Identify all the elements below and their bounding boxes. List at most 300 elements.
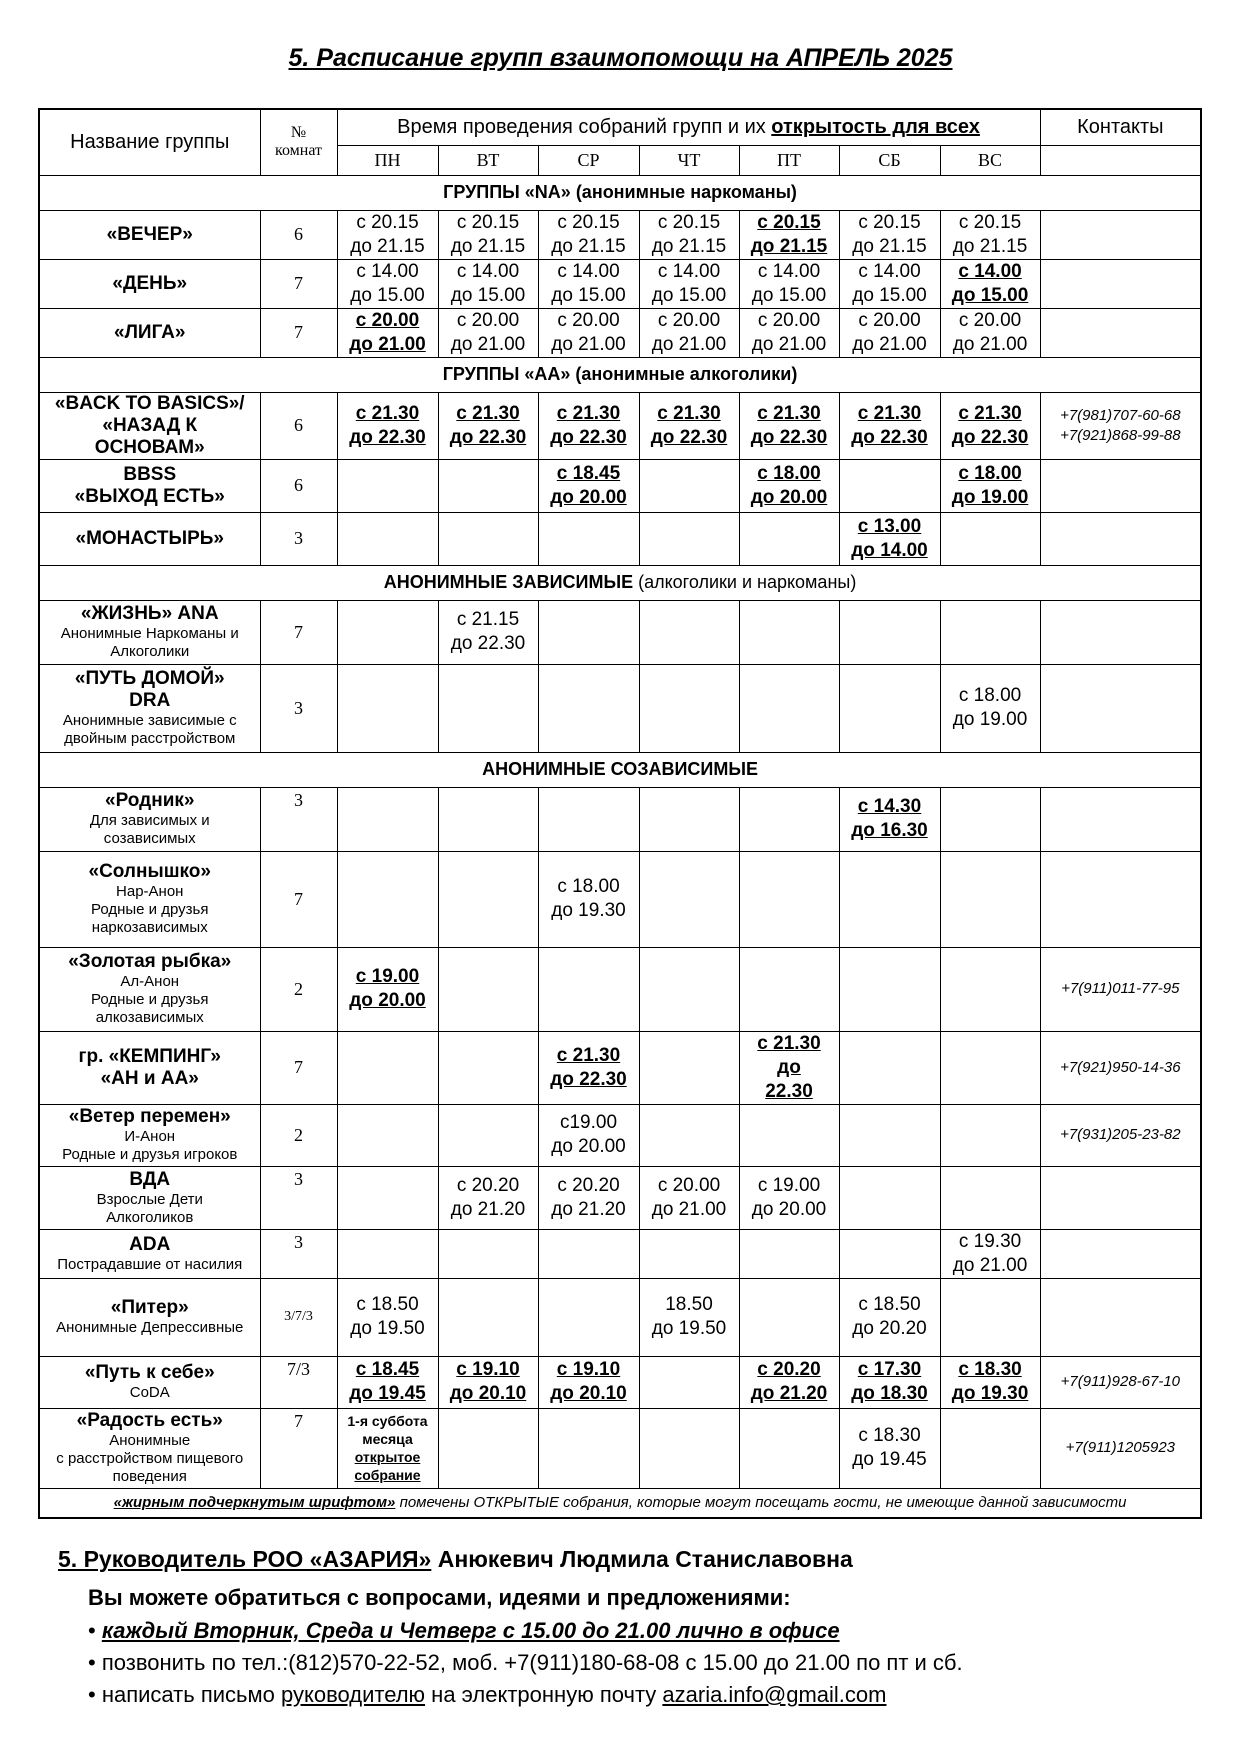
open-meeting-time [538,1356,639,1408]
group-description: Родные и друзья игроков [62,1146,238,1163]
time-cell [337,459,438,512]
group-description: Пострадавшие от насилия [57,1255,243,1273]
group-name-line: гр. «КЕМПИНГ» [78,1045,221,1067]
group-name [39,1356,260,1408]
meeting-time [538,1104,639,1166]
group-name [39,1166,260,1229]
time-line: до 21.15 [551,235,626,257]
time-cell [940,851,1040,947]
room-number: 7 [260,851,337,947]
time-line: до 15.00 [450,284,526,306]
time-cell [438,1408,538,1488]
time-line: до 21.15 [952,235,1028,257]
time-cell [639,512,739,565]
group-description: CoDA [129,1384,170,1401]
time-line: до 19.30 [551,900,626,921]
time-line: с 14.00 [356,260,419,282]
group-row [39,1408,1201,1488]
time-line: до 21.20 [551,1198,626,1220]
time-cell [538,1408,639,1488]
group-name-line: «МОНАСТЫРЬ» [75,527,224,549]
time-cell [639,1356,739,1408]
group-name-line: «BACK TO BASICS»/ [54,392,245,414]
group-row [39,259,1201,308]
group-name [39,851,260,947]
group-description: Нар-Анон [116,883,184,900]
time-cell [639,1031,739,1104]
group-description: Ал-Анон [120,973,180,990]
open-meeting-time [739,392,839,459]
contact-phone: +7(911)1205923 [1065,1439,1176,1456]
time-cell [337,1031,438,1104]
meeting-time [438,259,538,308]
time-cell [438,1104,538,1166]
time-line: с 19.10 [456,1359,520,1380]
time-cell [639,664,739,752]
time-line: с 20.00 [858,309,921,331]
time-line: с 18.50 [356,1294,419,1315]
group-description: Родные и друзья [91,901,209,918]
group-description: Для зависимых и [89,812,210,829]
time-cell [438,1278,538,1356]
time-line: с 19.00 [355,966,420,987]
time-cell [639,787,739,851]
time-cell [839,1104,940,1166]
time-line: до 19.00 [951,486,1029,508]
time-cell [538,664,639,752]
time-cell [940,512,1040,565]
group-name-line: «Ветер перемен» [68,1106,231,1127]
time-line: до 20.20 [852,1318,927,1339]
group-row [39,787,1201,851]
section-title: ГРУППЫ «АА» (анонимные алкоголики) [39,357,1201,392]
meeting-time [639,308,739,357]
group-name [39,259,260,308]
group-description: наркозависимых [91,919,208,936]
day-header: ВТ [438,145,538,175]
time-line: с 18.00 [958,685,1022,706]
group-row [39,459,1201,512]
time-cell [438,851,538,947]
meeting-time [538,851,639,947]
group-description: Анонимные Наркоманы и [60,625,239,642]
time-cell [739,947,839,1031]
room-number: 3 [260,512,337,565]
contact-way-phone: • позвонить по тел.:(812)570-22-52, моб. +7(911)180-68-08 с 15.00 до 21.00 по пт и сб. [88,1647,963,1679]
time-cell [438,459,538,512]
contact-cell [1040,392,1201,459]
room-number: 3 [260,787,337,851]
group-row [39,1104,1201,1166]
time-line: до [777,1056,801,1078]
meeting-time [538,308,639,357]
open-meeting-time [538,1031,639,1104]
meeting-time [438,308,538,357]
group-row [39,1229,1201,1278]
time-cell [839,459,940,512]
contact-phone: +7(911)928-67-10 [1060,1373,1181,1390]
room-number: 2 [260,947,337,1031]
time-line: с 20.00 [757,309,821,331]
group-name-line: «Золотая рыбка» [68,951,232,972]
time-line: до 19.45 [852,1449,927,1470]
open-meeting-time [538,459,639,512]
group-row [39,1278,1201,1356]
open-meeting-time [839,392,940,459]
contact-cell [1040,787,1201,851]
group-name-line: «ЛИГА» [114,321,186,343]
time-line: с 18.50 [858,1294,921,1315]
group-row [39,1031,1201,1104]
time-cell [639,459,739,512]
group-description: Алкоголиков [106,1208,194,1226]
meeting-time [940,210,1040,259]
room-number: 6 [260,459,337,512]
group-row [39,600,1201,664]
header-name: Название группы [39,109,260,175]
group-description: Родные и друзья [91,991,209,1008]
time-line: с 14.00 [456,260,520,282]
time-cell [839,851,940,947]
time-line: с 21.15 [456,609,520,630]
time-cell [538,1278,639,1356]
contact-cell [1040,459,1201,512]
time-line: до 21.15 [852,235,927,257]
open-meeting-time [940,459,1040,512]
time-line: с 14.00 [958,260,1022,282]
room-number: 3 [260,1166,337,1229]
open-meeting-time [739,1356,839,1408]
time-cell [639,600,739,664]
contact-ways [88,1615,963,1711]
group-description: с расстройством пищевого [56,1450,244,1467]
time-cell [839,1229,940,1278]
group-description: Алкоголики [110,643,190,660]
meeting-time [538,210,639,259]
group-description: поведения [112,1468,187,1485]
meeting-time [839,1278,940,1356]
time-cell [639,947,739,1031]
time-cell [839,1166,940,1229]
time-cell [438,664,538,752]
section-title: ГРУППЫ «NA» (анонимные наркоманы) [39,175,1201,210]
time-line: до 21.20 [750,1383,828,1404]
group-name [39,664,260,752]
footer-note: «жирным подчеркнутым шрифтом» помечены ОТКРЫТЫЕ собрания, которые могут посещать гости, не имеющие данной зависимости [39,1488,1201,1518]
time-line: с 20.20 [757,1359,821,1380]
day-header: ЧТ [639,145,739,175]
time-line: с 20.00 [657,309,721,331]
time-cell [538,947,639,1031]
room-number: 7/3 [260,1356,337,1408]
day-header: ВС [940,145,1040,175]
time-cell [639,851,739,947]
header-time: Время проведения собраний групп и их открытость для всех [337,109,1040,145]
meeting-time [639,259,739,308]
time-line: до 22.30 [450,633,526,654]
meeting-time [639,1278,739,1356]
time-cell [538,512,639,565]
time-line: с 20.20 [456,1174,520,1196]
time-line: с 21.30 [757,402,821,424]
contact-phone: +7(921)868-99-88 [1060,426,1181,444]
time-line: с 14.30 [857,796,922,817]
time-cell [940,1166,1040,1229]
section-header-row [39,752,1201,787]
group-name-line: «Путь к себе» [84,1362,215,1383]
time-line: до 21.00 [952,333,1028,355]
time-line: до 14.00 [851,539,928,561]
time-line: с 20.15 [757,211,821,233]
time-line: до 21.00 [852,333,927,355]
time-cell [337,1104,438,1166]
contact-cell [1040,947,1201,1031]
time-line: до 20.00 [550,486,627,508]
time-line: до 19.00 [952,709,1028,730]
time-cell [739,1229,839,1278]
open-meeting-time [337,392,438,459]
contact-intro: Вы можете обратиться с вопросами, идеями и предложениями: [88,1585,791,1610]
open-meeting-time [839,787,940,851]
time-cell [639,1229,739,1278]
contact-phone: +7(911)011-77-95 [1061,980,1180,997]
group-name-line: «Родник» [105,790,195,811]
time-line: до 19.50 [651,1318,727,1339]
time-line: с 21.30 [556,1044,621,1066]
contact-cell [1040,1104,1201,1166]
contact-way-email: • написать письмо руководителю на электронную почту azaria.info@gmail.com [88,1679,963,1711]
meeting-time [839,308,940,357]
time-line: до 19.50 [350,1318,425,1339]
time-line: с 18.00 [557,876,620,897]
section-title: АНОНИМНЫЕ СОЗАВИСИМЫЕ [39,752,1201,787]
group-name-line: «ЖИЗНЬ» ANA [80,603,219,624]
time-line: до 22.30 [349,426,426,448]
time-line: с 20.00 [958,309,1022,331]
contact-cell [1040,1356,1201,1408]
group-row [39,392,1201,459]
time-cell [739,664,839,752]
open-meeting-time [337,308,438,357]
meeting-time [839,1408,940,1488]
time-cell [940,600,1040,664]
contact-cell [1040,308,1201,357]
open-meeting-time [639,392,739,459]
group-row [39,512,1201,565]
group-row [39,1356,1201,1408]
group-name-line: ADA [129,1233,171,1255]
time-line: до 21.00 [551,333,626,355]
group-row [39,308,1201,357]
open-meeting-time [739,459,839,512]
time-cell [337,787,438,851]
group-name-line: «Питер» [110,1297,189,1318]
time-line: до 21.15 [350,235,425,257]
time-line: до 20.00 [349,990,426,1011]
time-cell [337,600,438,664]
group-description: двойным расстройством [64,730,236,747]
day-header: СР [538,145,639,175]
group-name-line: BBSS [123,463,177,485]
time-line: до 21.00 [349,333,426,355]
meeting-time [739,1166,839,1229]
meeting-time [337,259,438,308]
time-cell [839,600,940,664]
open-meeting-time [739,210,839,259]
time-cell [739,851,839,947]
group-name [39,787,260,851]
time-cell [438,512,538,565]
room-number: 6 [260,392,337,459]
day-header: ПТ [739,145,839,175]
time-line: до 15.00 [651,284,727,306]
room-number: 7 [260,259,337,308]
leader-line: 5. Руководитель РОО «АЗАРИЯ» Анюкевич Людмила Станиславовна [58,1546,853,1572]
time-line: с 21.30 [657,402,721,424]
contact-cell [1040,1408,1201,1488]
time-line: до 21.15 [750,235,828,257]
time-line: до 15.00 [951,284,1029,306]
meeting-time [337,210,438,259]
time-line: до 22.30 [851,426,928,448]
time-line: с 14.00 [557,260,620,282]
time-cell [337,512,438,565]
contact-way-office: • каждый Вторник, Среда и Четверг с 15.00 до 21.00 лично в офисе [88,1615,963,1647]
time-line: до 21.15 [450,235,526,257]
room-number: 3 [260,664,337,752]
group-name [39,1229,260,1278]
time-cell [337,1408,438,1488]
time-cell [639,1408,739,1488]
time-line: до 22.30 [550,426,627,448]
time-cell [538,600,639,664]
time-cell [639,1104,739,1166]
time-line: до 19.45 [349,1383,426,1404]
contact-cell [1040,664,1201,752]
room-number: 3 [260,1229,337,1278]
group-description: И-Анон [124,1128,176,1145]
time-line: с 18.30 [858,1425,921,1446]
time-line: с 21.30 [757,1032,821,1054]
open-meeting-time [438,392,538,459]
time-line: с 20.00 [456,309,520,331]
meeting-time [438,1166,538,1229]
time-line: до 21.00 [651,1198,727,1220]
schedule-table [38,108,1202,1519]
time-line: до 22.30 [951,426,1029,448]
contact-cell [1040,1229,1201,1278]
time-line: до 15.00 [551,284,626,306]
page-title: 5. Расписание групп взаимопомощи на АПРЕЛЬ 2025 [288,44,953,72]
time-line: 18.50 [665,1294,713,1315]
time-line: до 20.00 [751,1198,827,1220]
group-name [39,600,260,664]
time-cell [438,787,538,851]
open-meeting-time [839,1356,940,1408]
group-name [39,210,260,259]
contact-cell [1040,1278,1201,1356]
group-name-line: «ВЫХОД ЕСТЬ» [74,485,225,507]
time-line: с 20.15 [356,211,419,233]
meeting-time [940,1229,1040,1278]
note-line: открытое [354,1449,421,1465]
room-number: 6 [260,210,337,259]
time-line: с 18.45 [355,1359,420,1380]
time-cell [739,600,839,664]
time-line: с 20.00 [557,309,620,331]
group-name [39,308,260,357]
time-cell [337,1166,438,1229]
note-line: месяца [362,1431,413,1447]
time-line: до 18.30 [851,1383,928,1404]
group-name [39,459,260,512]
time-line: с 20.15 [657,211,721,233]
group-name [39,512,260,565]
time-line: с 21.30 [456,402,520,424]
group-name-line: «Радость есть» [76,1410,223,1431]
section-title: АНОНИМНЫЕ ЗАВИСИМЫЕ (алкоголики и наркоманы) [39,565,1201,600]
contact-cell [1040,1031,1201,1104]
time-line: до 21.15 [651,235,727,257]
meeting-time [739,308,839,357]
day-header: СБ [839,145,940,175]
meeting-time [438,600,538,664]
time-cell [940,1031,1040,1104]
time-line: с 20.00 [355,309,420,331]
time-line: до 22.30 [550,1068,627,1090]
time-line: до 21.20 [450,1198,526,1220]
room-number: 7 [260,600,337,664]
section-header-row [39,357,1201,392]
time-line: с 19.10 [556,1359,621,1380]
note-line: 1-я суббота [347,1413,428,1429]
time-line: с 19.30 [958,1230,1022,1252]
room-number: 7 [260,1408,337,1488]
meeting-time [839,259,940,308]
meeting-time [438,210,538,259]
group-name-line: ВДА [129,1168,171,1190]
group-row [39,664,1201,752]
meeting-time [538,1166,639,1229]
time-line: до 19.30 [951,1383,1029,1404]
room-number: 7 [260,1031,337,1104]
time-line: с 21.30 [355,402,420,424]
contact-phone: +7(921)950-14-36 [1060,1058,1181,1076]
time-line: 22.30 [765,1080,813,1102]
time-line: с 18.00 [757,462,821,484]
time-cell [940,787,1040,851]
header-room: № комнат [260,109,337,175]
contact-cell [1040,600,1201,664]
time-line: с 14.00 [657,260,721,282]
contact-cell [1040,259,1201,308]
email-link[interactable]: azaria.info@gmail.com [662,1682,887,1707]
time-line: до 20.10 [449,1383,527,1404]
group-name [39,947,260,1031]
group-description: Анонимные зависимые с [62,712,237,729]
time-cell [739,787,839,851]
open-meeting-time [337,947,438,1031]
section-header-row [39,565,1201,600]
time-line: до 15.00 [852,284,927,306]
time-line: до 16.30 [851,820,928,841]
time-cell [337,851,438,947]
time-cell [438,1031,538,1104]
group-name-line: «НАЗАД К [102,414,198,436]
time-line: с 20.20 [557,1174,620,1196]
open-meeting-time [940,392,1040,459]
time-cell [337,1229,438,1278]
